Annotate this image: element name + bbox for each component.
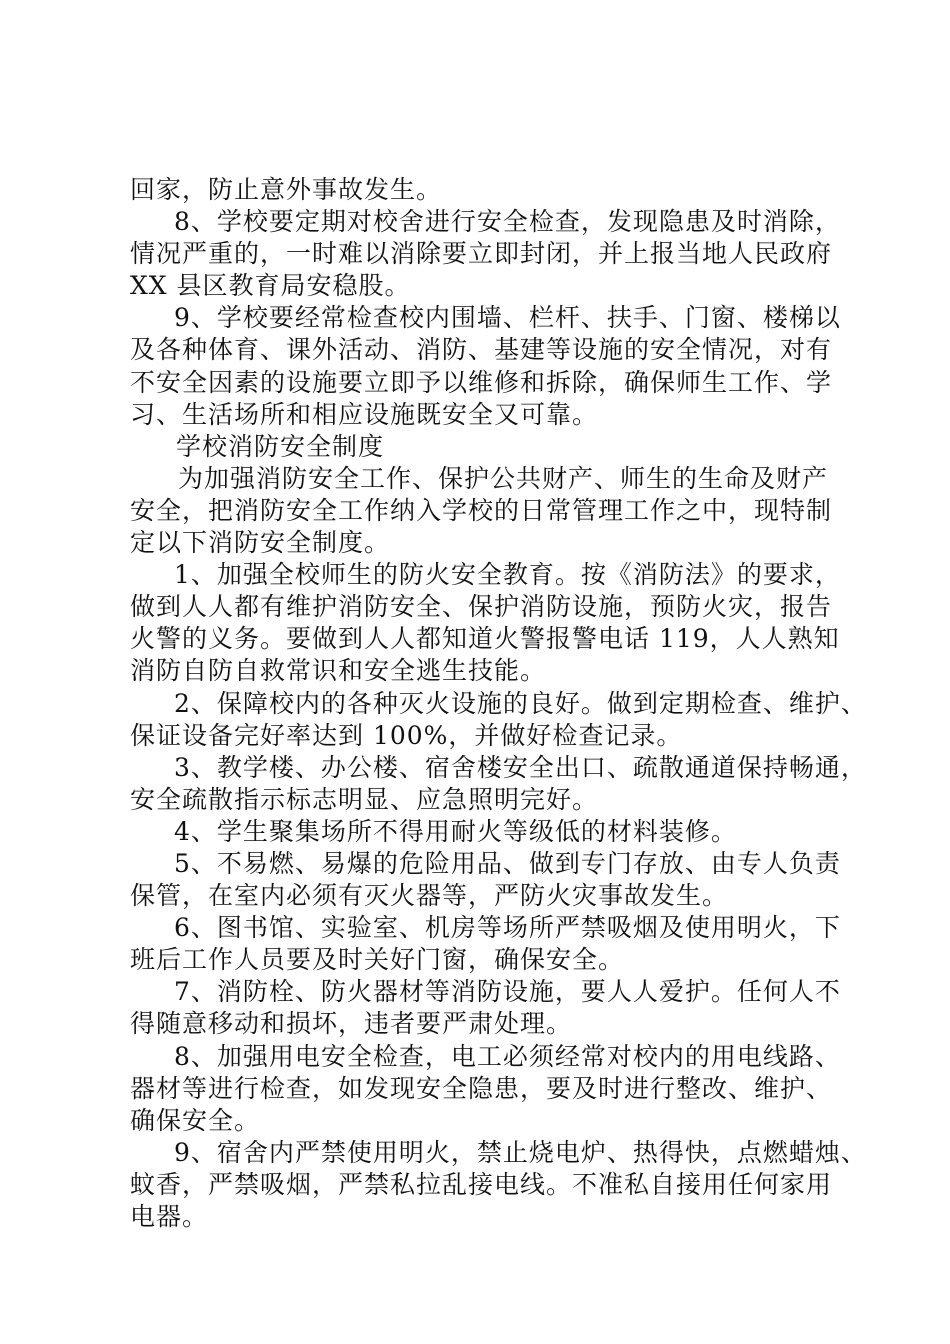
text-line: 器材等进行检查，如发现安全隐患，要及时进行整改、维护、 [130, 1073, 833, 1103]
section-heading: 学校消防安全制度 [176, 431, 385, 461]
text-line: 7、消防栓、防火器材等消防设施，要人人爱护。任何人不 [174, 977, 841, 1007]
text-line: 不安全因素的设施要立即予以维修和拆除，确保师生工作、学 [130, 367, 833, 397]
text-line: 8、学校要定期对校舍进行安全检查，发现隐患及时消除， [174, 207, 841, 237]
text-line: 安全疏散指示标志明显、应急照明完好。 [130, 784, 599, 814]
text-line: 定以下消防安全制度。 [130, 528, 391, 558]
text-line: 回家，防止意外事故发生。 [130, 175, 443, 204]
text-line: 3、教学楼、办公楼、宿舍楼安全出口、疏散通道保持畅通， [174, 752, 867, 782]
text-line: 习、生活场所和相应设施既安全又可靠。 [130, 399, 599, 429]
text-line: 安全，把消防安全工作纳入学校的日常管理工作之中，现特制 [130, 495, 833, 525]
text-line: XX 县区教育局安稳股。 [130, 271, 411, 301]
text-line: 做到人人都有维护消防安全、保护消防设施，预防火灾，报告 [130, 592, 833, 622]
text-line: 消防自防自救常识和安全逃生技能。 [130, 656, 547, 686]
text-line: 火警的义务。要做到人人都知道火警报警电话 119，人人熟知 [130, 624, 840, 654]
text-line: 8、加强用电安全检查，电工必须经常对校内的用电线路、 [174, 1041, 841, 1071]
text-line: 及各种体育、课外活动、消防、基建等设施的安全情况，对有 [130, 335, 833, 365]
text-line: 蚊香，严禁吸烟，严禁私拉乱接电线。不准私自接用任何家用 [130, 1169, 833, 1199]
text-line: 情况严重的，一时难以消除要立即封闭，并上报当地人民政府 [130, 239, 833, 269]
text-line: 2、保障校内的各种灭火设施的良好。做到定期检查、维护、 [174, 688, 867, 718]
text-line: 保证设备完好率达到 100%，并做好检查记录。 [130, 720, 683, 750]
text-line: 9、学校要经常检查校内围墙、栏杆、扶手、门窗、楼梯以 [174, 303, 841, 333]
text-line: 保管，在室内必须有灭火器等，严防火灾事故发生。 [130, 881, 729, 911]
document-body [130, 174, 867, 1233]
text-line: 确保安全。 [130, 1105, 261, 1135]
text-line: 得随意移动和损坏，违者要严肃处理。 [130, 1009, 573, 1039]
text-line: 5、不易燃、易爆的危险用品、做到专门存放、由专人负责 [174, 848, 841, 878]
text-line: 为加强消防安全工作、保护公共财产、师生的生命及财产 [178, 463, 829, 493]
text-line: 1、加强全校师生的防火安全教育。按《消防法》的要求， [174, 560, 841, 590]
text-line: 4、学生聚集场所不得用耐火等级低的材料装修。 [174, 816, 737, 846]
text-line: 6、图书馆、实验室、机房等场所严禁吸烟及使用明火，下 [174, 913, 841, 943]
text-line: 电器。 [130, 1202, 209, 1231]
text-line: 9、宿舍内严禁使用明火，禁止烧电炉、热得快，点燃蜡烛、 [174, 1137, 867, 1167]
text-line: 班后工作人员要及时关好门窗，确保安全。 [130, 945, 625, 975]
